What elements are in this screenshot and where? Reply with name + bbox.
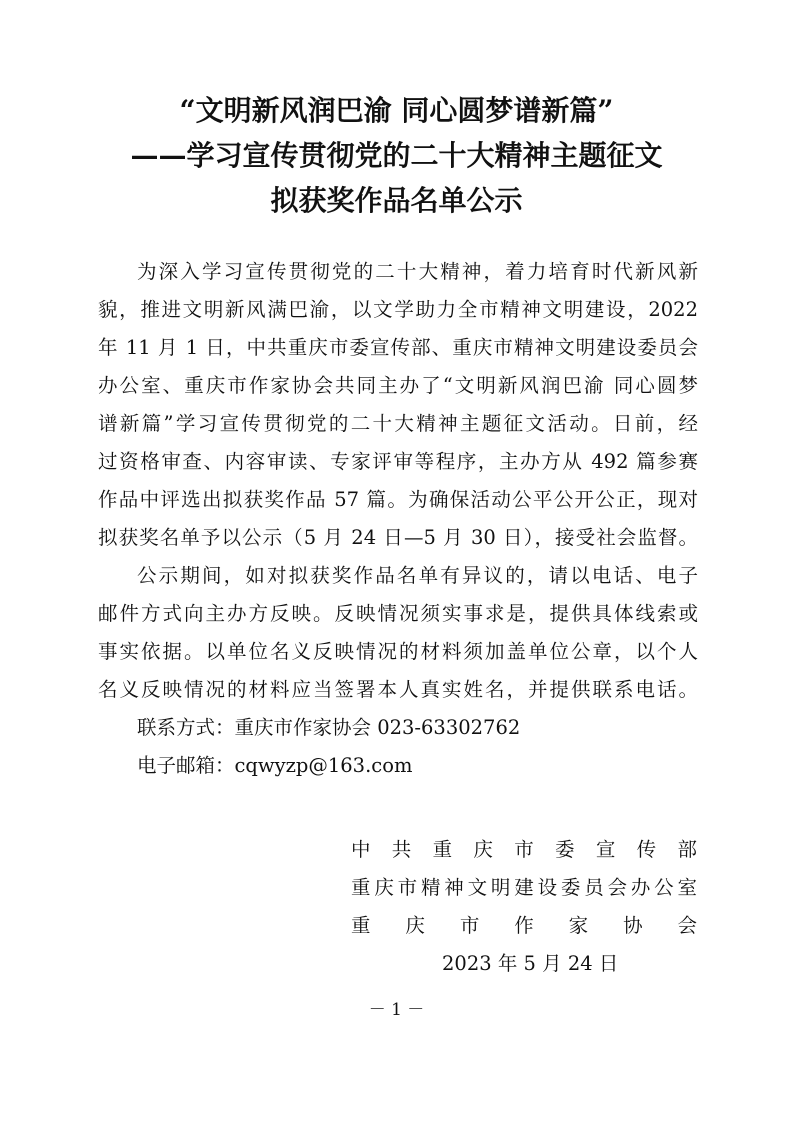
paragraph-1-line: 谱新篇”学习宣传贯彻党的二十大精神主题征文活动。日前，经: [98, 412, 698, 435]
paragraph-1-line: 过资格审查、内容审读、专家评审等程序，主办方从 492 篇参赛: [98, 450, 698, 473]
signature-org-1: 中共重庆市委宣传部: [351, 838, 697, 861]
title-line-3: 拟获奖作品名单公示: [270, 184, 523, 217]
title-line-2: ——学习宣传贯彻党的二十大精神主题征文: [130, 139, 663, 172]
paragraph-2-line: 邮件方式向主办方反映。反映情况须实事求是，提供具体线索或: [98, 602, 698, 625]
paragraph-1-line: 办公室、重庆市作家协会共同主办了“文明新风润巴渝 同心圆梦: [98, 374, 698, 397]
email-line: 电子邮箱：cqwyzp@163.com: [137, 754, 413, 777]
paragraph-1-line: 年 11 月 1 日，中共重庆市委宣传部、重庆市精神文明建设委员会: [98, 336, 698, 359]
paragraph-2-line: 公示期间，如对拟获奖作品名单有异议的，请以电话、电子: [137, 564, 698, 587]
paragraph-1-line: 貌，推进文明新风满巴渝，以文学助力全市精神文明建设，2022: [98, 298, 698, 321]
paragraph-2-line: 名义反映情况的材料应当签署本人真实姓名，并提供联系电话。: [98, 678, 698, 701]
title-line-1: “文明新风润巴渝 同心圆梦谱新篇”: [179, 94, 614, 127]
page-number: － 1 －: [368, 1000, 425, 1020]
paragraph-1-line: 作品中评选出拟获奖作品 57 篇。为确保活动公平公开公正，现对: [98, 488, 698, 511]
contact-line: 联系方式：重庆市作家协会 023-63302762: [137, 716, 521, 739]
signature-date: 2023 年 5 月 24 日: [442, 952, 619, 975]
paragraph-1-line: 为深入学习宣传贯彻党的二十大精神，着力培育时代新风新: [137, 260, 698, 283]
paragraph-1-line: 拟获奖名单予以公示（5 月 24 日—5 月 30 日），接受社会监督。: [98, 526, 698, 549]
signature-org-2: 重庆市精神文明建设委员会办公室: [351, 876, 697, 899]
signature-org-3: 重庆市作家协会: [351, 914, 697, 937]
paragraph-2-line: 事实依据。以单位名义反映情况的材料须加盖单位公章，以个人: [98, 640, 698, 663]
